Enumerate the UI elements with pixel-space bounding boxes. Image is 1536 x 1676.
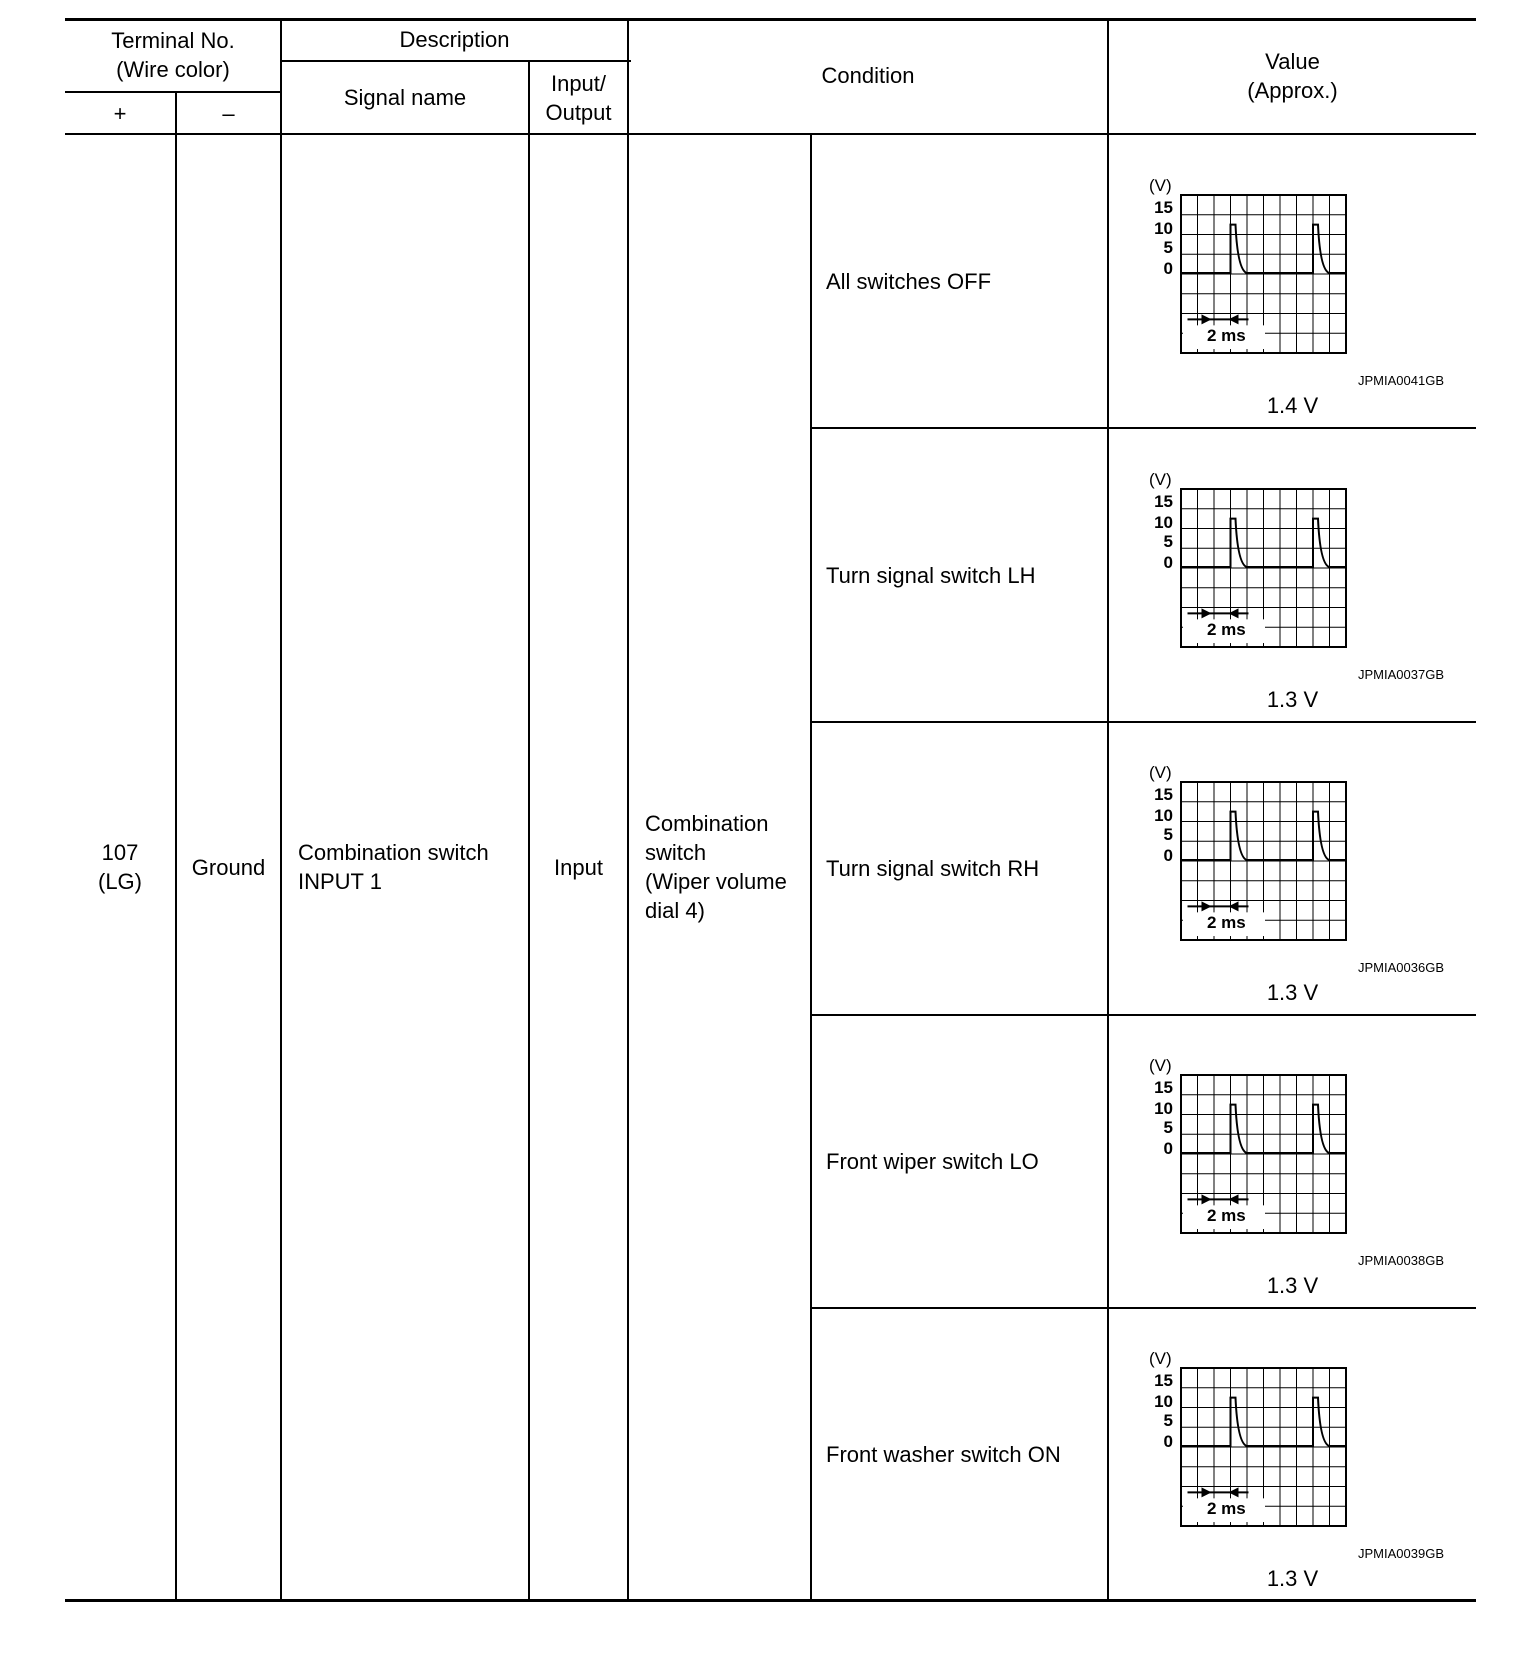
waveform-chart [1149, 177, 1349, 357]
value-cell [1109, 135, 1476, 427]
y-tick-0: 0 [1163, 846, 1173, 865]
condition-label: Turn signal switch LH [826, 562, 1036, 588]
terminal-minus-cell: Ground [191, 854, 266, 880]
value-text: 1.3 V [1266, 980, 1319, 1005]
header-terminal-no: Terminal No. (Wire color) [111, 27, 235, 82]
value-text: 1.4 V [1266, 393, 1319, 418]
time-scale-label: 2 ms [1207, 913, 1246, 932]
waveform-unit: (V) [1149, 1350, 1172, 1368]
figure-code: JPMIA0038GB [1358, 1253, 1444, 1268]
figure-code: JPMIA0037GB [1358, 667, 1444, 682]
header-description: Description [399, 26, 510, 52]
condition-main-cell: Combination switch (Wiper volume dial 4) [645, 811, 787, 923]
y-tick-0: 0 [1163, 259, 1173, 278]
y-tick-5: 5 [1163, 532, 1173, 551]
condition-label: Turn signal switch RH [826, 856, 1040, 881]
time-scale-label: 2 ms [1207, 326, 1246, 345]
rule-bottom [65, 1599, 1476, 1602]
header-value: Value (Approx.) [1247, 48, 1338, 103]
y-tick-15: 15 [1154, 492, 1173, 511]
header-signal-name: Signal name [343, 85, 467, 110]
waveform-chart [1149, 1057, 1349, 1237]
y-tick-10: 10 [1154, 1099, 1173, 1118]
figure-code: JPMIA0039GB [1358, 1546, 1444, 1561]
y-tick-15: 15 [1154, 198, 1173, 217]
time-scale-label: 2 ms [1207, 1499, 1246, 1518]
col-rule-4 [627, 18, 629, 1600]
y-tick-10: 10 [1154, 513, 1173, 532]
y-tick-0: 0 [1163, 1432, 1173, 1451]
y-tick-15: 15 [1154, 785, 1173, 804]
y-tick-10: 10 [1154, 806, 1173, 825]
condition-label: Front washer switch ON [826, 1441, 1061, 1467]
figure-code: JPMIA0036GB [1358, 960, 1444, 975]
value-cell [1109, 1016, 1476, 1307]
table-grid [65, 18, 1476, 1602]
waveform-unit: (V) [1149, 1057, 1172, 1075]
value-text: 1.3 V [1266, 687, 1319, 712]
waveform-chart [1149, 1350, 1349, 1530]
y-tick-5: 5 [1163, 238, 1173, 257]
waveform-unit: (V) [1149, 471, 1172, 489]
col-rule-2 [280, 18, 282, 1600]
y-tick-5: 5 [1163, 825, 1173, 844]
col-rule-5 [810, 134, 812, 1600]
y-tick-15: 15 [1154, 1371, 1173, 1390]
header-condition: Condition [821, 63, 915, 88]
waveform-unit: (V) [1149, 764, 1172, 782]
header-plus: + [113, 100, 127, 126]
figure-code: JPMIA0041GB [1358, 373, 1444, 388]
header-input-output: Input/ Output [545, 70, 612, 125]
y-tick-15: 15 [1154, 1078, 1173, 1097]
y-tick-5: 5 [1163, 1118, 1173, 1137]
condition-label: Front wiper switch LO [826, 1149, 1039, 1174]
condition-label: All switches OFF [826, 268, 992, 294]
value-cell [1109, 429, 1476, 721]
time-scale-label: 2 ms [1207, 1206, 1246, 1225]
waveform-chart [1149, 471, 1349, 651]
terminal-plus-cell: 107 (LG) [98, 840, 142, 894]
y-tick-0: 0 [1163, 553, 1173, 572]
y-tick-5: 5 [1163, 1411, 1173, 1430]
value-text: 1.3 V [1266, 1566, 1319, 1591]
y-tick-10: 10 [1154, 219, 1173, 238]
y-tick-10: 10 [1154, 1392, 1173, 1411]
value-cell [1109, 1309, 1476, 1599]
io-cell: Input [554, 854, 603, 880]
header-minus: – [222, 100, 235, 126]
scale-arrow [1202, 1487, 1212, 1497]
value-cell [1109, 723, 1476, 1014]
waveform-unit: (V) [1149, 177, 1172, 195]
value-text: 1.3 V [1266, 1273, 1319, 1298]
scale-arrow [1202, 901, 1212, 911]
signal-name-cell: Combination switch INPUT 1 [298, 840, 489, 894]
scale-arrow [1202, 1194, 1212, 1204]
time-scale-label: 2 ms [1207, 620, 1246, 639]
waveform-chart [1149, 764, 1349, 944]
y-tick-0: 0 [1163, 1139, 1173, 1158]
scale-arrow [1202, 608, 1212, 618]
scale-arrow [1202, 314, 1212, 324]
